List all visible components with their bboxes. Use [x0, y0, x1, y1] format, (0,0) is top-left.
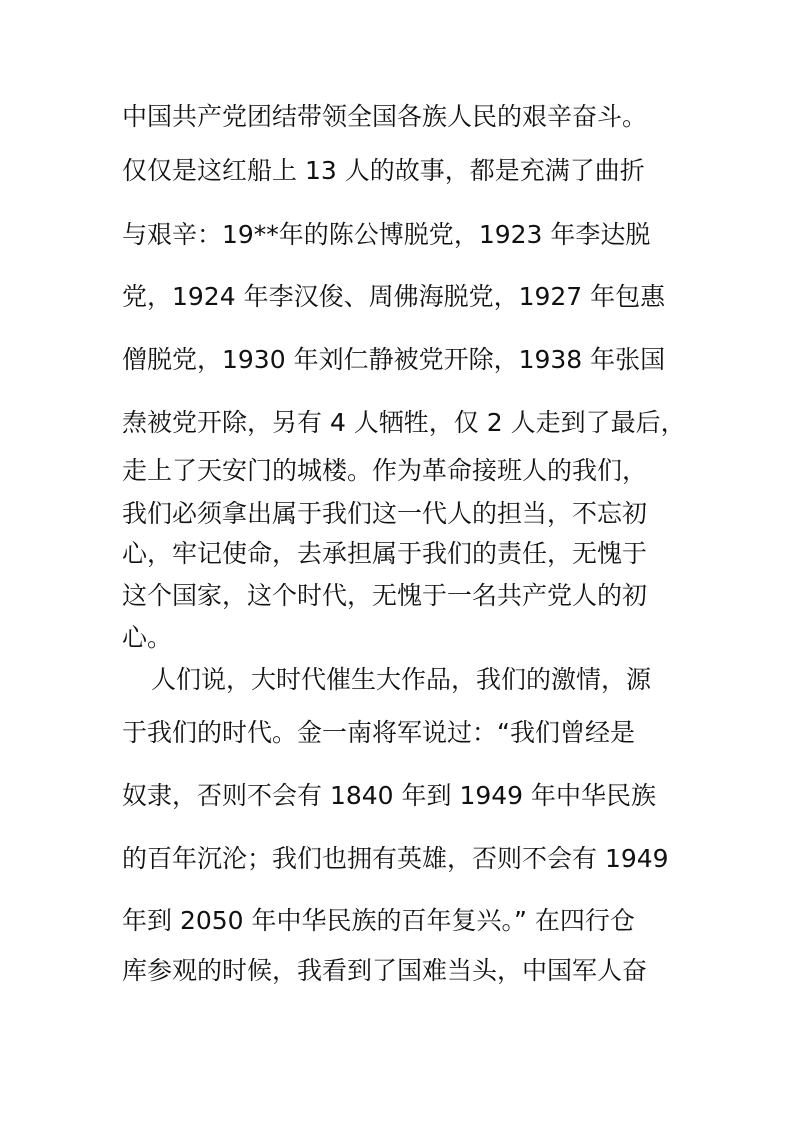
text-line-6: 焘被党开除，另有 4 人牺牲，仅 2 人走到了最后，	[122, 408, 686, 437]
text-line-12: 人们说，大时代催生大作品，我们的激情，源	[151, 665, 652, 694]
text-line-1: 中国共产党团结带领全国各族人民的艰辛奋斗。	[122, 102, 648, 131]
text-line-3: 与艰辛：19**年的陈公博脱党，1923 年李达脱	[122, 220, 651, 249]
text-line-2: 仅仅是这红船上 13 人的故事，都是充满了曲折	[122, 156, 645, 185]
text-line-8: 我们必须拿出属于我们这一代人的担当，不忘初	[122, 499, 648, 528]
text-line-16: 年到 2050 年中华民族的百年复兴。” 在四行仓	[122, 906, 635, 935]
text-line-17: 库参观的时候，我看到了国难当头，中国军人奋	[122, 956, 648, 985]
text-line-5: 僧脱党，1930 年刘仁静被党开除，1938 年张国	[122, 345, 666, 374]
text-line-13: 于我们的时代。金一南将军说过：“我们曾经是	[122, 718, 635, 747]
text-line-15: 的百年沉沦；我们也拥有英雄，否则不会有 1949	[122, 844, 669, 873]
text-line-14: 奴隶，否则不会有 1840 年到 1949 年中华民族	[122, 781, 657, 810]
text-line-4: 党，1924 年李汉俊、周佛海脱党，1927 年包惠	[122, 282, 666, 311]
text-line-9: 心，牢记使命，去承担属于我们的责任，无愧于	[122, 539, 648, 568]
text-line-7: 走上了天安门的城楼。作为革命接班人的我们，	[122, 456, 648, 485]
text-line-10: 这个国家，这个时代，无愧于一名共产党人的初	[122, 581, 648, 610]
text-line-11: 心。	[122, 623, 173, 652]
